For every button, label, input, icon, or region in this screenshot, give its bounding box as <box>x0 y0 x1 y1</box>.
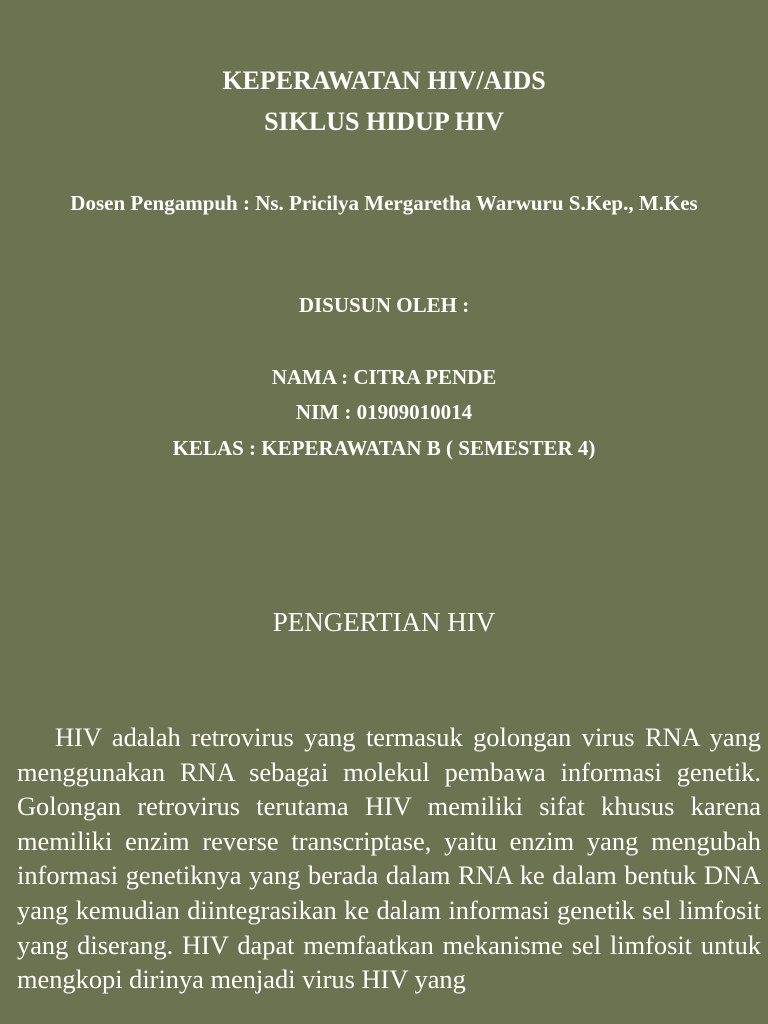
student-nim: NIM : 01909010014 <box>295 400 473 424</box>
compiled-by-label: DISUSUN OLEH : <box>298 293 470 317</box>
student-name: NAMA : CITRA PENDE <box>271 365 497 389</box>
lecturer-line: Dosen Pengampuh : Ns. Pricilya Mergaretha Warwuru S.Kep., M.Kes <box>70 191 698 215</box>
document-title: KEPERAWATAN HIV/AIDS <box>222 66 546 95</box>
section-heading: PENGERTIAN HIV <box>272 607 496 637</box>
body-paragraph: HIV adalah retrovirus yang termasuk golongan virus RNA yang menggunakan RNA sebagai molekul pembawa informasi genetik. Golongan retrovirus terutama HIV memiliki sifat khusus karena memiliki enzim reverse transcriptase, yaitu enzim yang mengubah informasi genetiknya yang berada dalam RNA ke dalam bentuk DNA yang kemudian diintegrasikan ke dalam informasi genetik sel limfosit yang diserang. HIV dapat memfaatkan mekanisme sel limfosit untuk mengkopi dirinya menjadi virus HIV yang <box>17 722 761 995</box>
document-subtitle: SIKLUS HIDUP HIV <box>264 107 504 136</box>
student-class: KELAS : KEPERAWATAN B ( SEMESTER 4) <box>172 436 596 460</box>
